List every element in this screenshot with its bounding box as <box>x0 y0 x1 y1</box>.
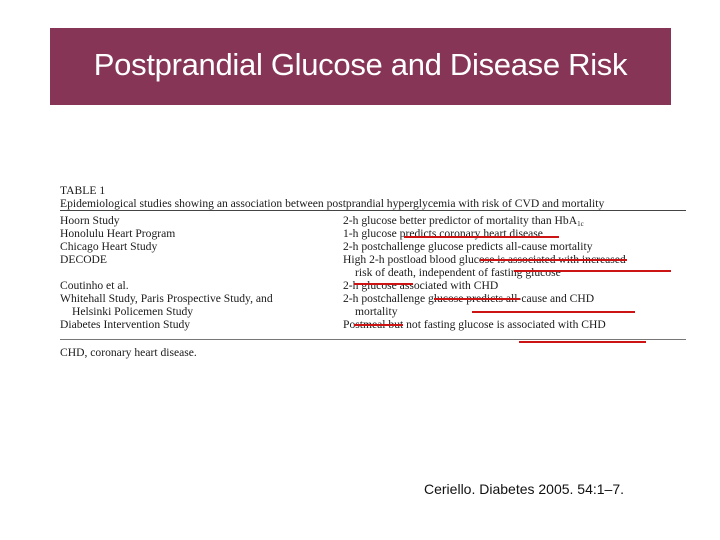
finding-text <box>343 214 686 227</box>
title-banner <box>50 28 671 105</box>
study-name-continued: Helsinki Policemen Study <box>72 305 194 318</box>
table-label: TABLE 1 <box>60 184 106 197</box>
finding-text-main: 2-h glucose better predictor of mortality than HbA <box>343 214 578 227</box>
studies-column <box>60 214 340 331</box>
study-name: Whitehall Study, Paris Prospective Study, and <box>60 292 273 305</box>
table-footnote: CHD, coronary heart disease. <box>60 346 197 359</box>
study-name: Diabetes Intervention Study <box>60 318 191 331</box>
table-caption: Epidemiological studies showing an association between postprandial hyperglycemia with risk of CVD and mortality <box>60 197 605 210</box>
study-name: Honolulu Heart Program <box>60 227 176 240</box>
table-body <box>60 211 686 339</box>
study-name: Hoorn Study <box>60 214 120 227</box>
findings-column <box>343 214 686 331</box>
finding-text: 2-h postchallenge glucose predicts all-cause mortality <box>343 240 593 253</box>
slide-title: Postprandial Glucose and Disease Risk <box>93 46 628 82</box>
citation: Ceriello. Diabetes 2005. 54:1–7. <box>424 481 625 497</box>
finding-text-continued: mortality <box>355 305 398 318</box>
study-name-blank <box>60 266 340 279</box>
finding-text: Postmeal but not fasting glucose is associated with CHD <box>343 318 606 331</box>
finding-text: High 2-h postload blood glucose is associated with increased <box>343 253 626 266</box>
finding-text: 2-h postchallenge glucose predicts all-cause and CHD <box>343 292 595 305</box>
finding-text-continued: risk of death, independent of fasting glucose <box>355 266 561 279</box>
hba1c-subscript: 1c <box>577 220 584 228</box>
study-name: Coutinho et al. <box>60 279 129 292</box>
finding-text: 1-h glucose predicts coronary heart disease <box>343 227 543 240</box>
study-name: Chicago Heart Study <box>60 240 158 253</box>
table-bottom-rule <box>60 339 686 340</box>
table-1 <box>60 184 686 359</box>
study-name: DECODE <box>60 253 108 266</box>
finding-text: 2-h glucose associated with CHD <box>343 279 499 292</box>
